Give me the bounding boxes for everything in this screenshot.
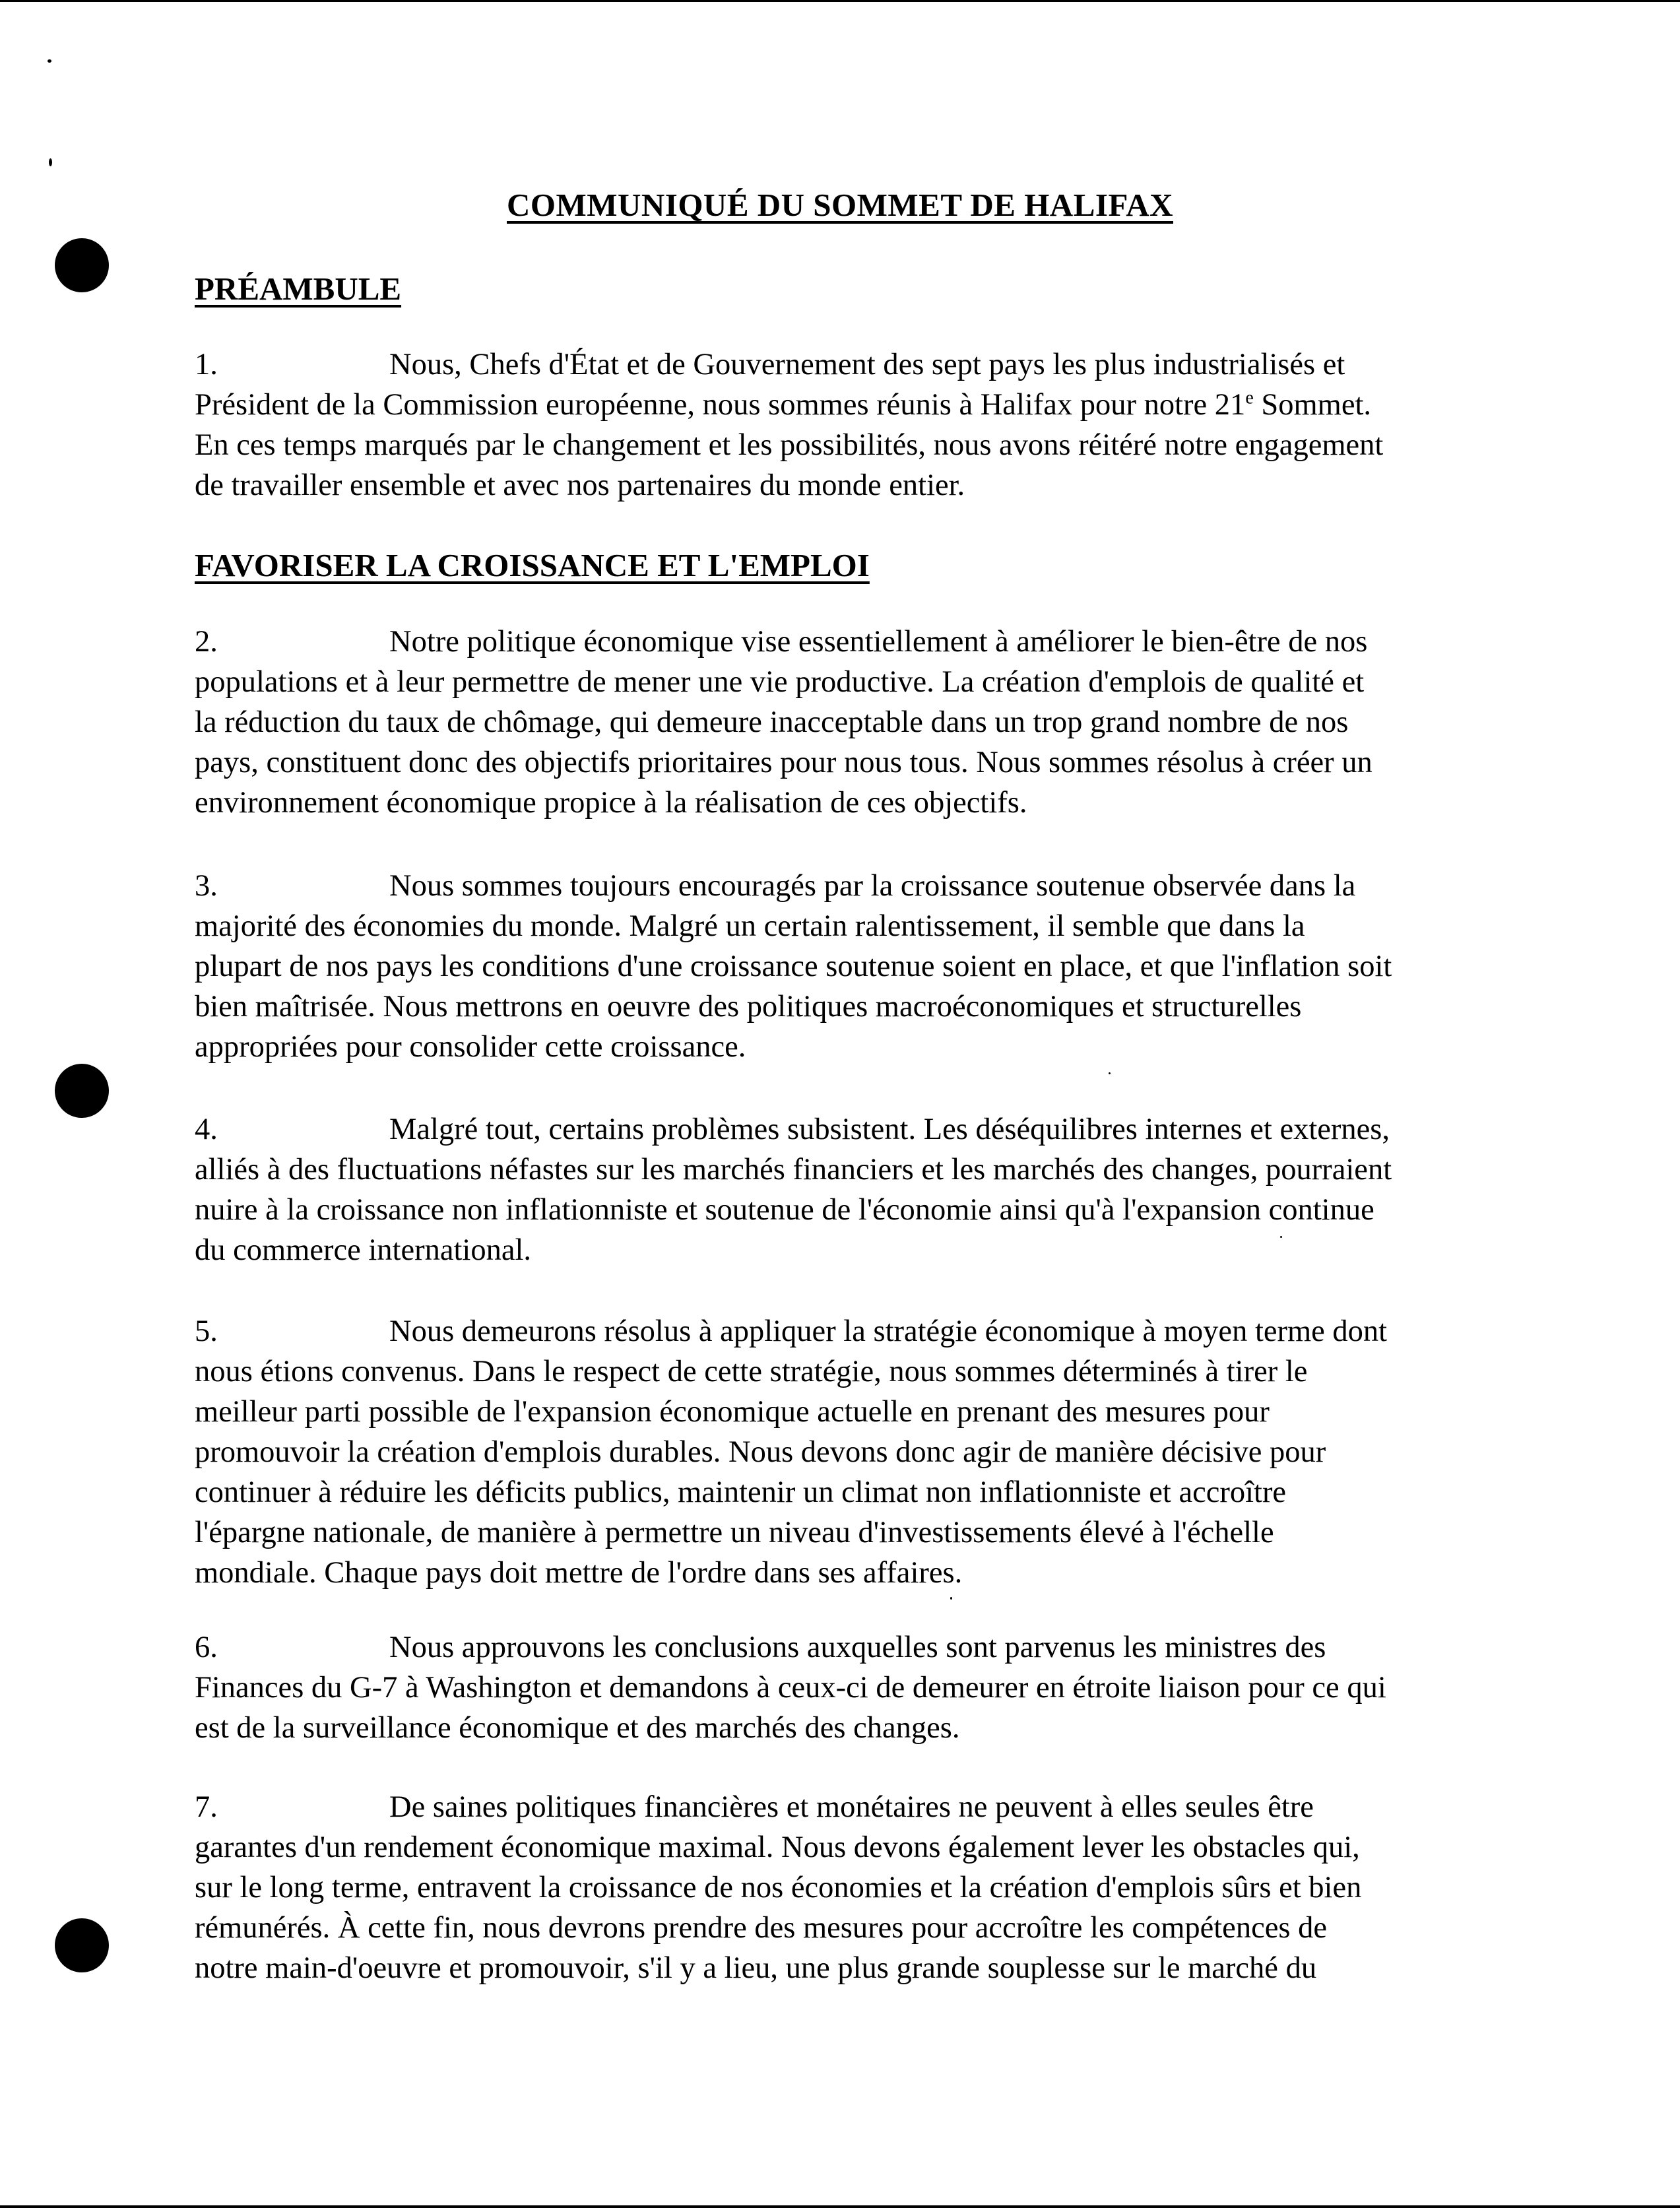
line-text: Notre politique économique vise essentiellement à améliorer le bien-être de nos bbox=[389, 625, 1368, 659]
section-heading-preambule: PRÉAMBULE bbox=[195, 271, 402, 307]
paragraph-line: promouvoir la création d'emplois durables. Nous devons donc agir de manière décisive pour bbox=[195, 1435, 1326, 1469]
section-heading-croissance: FAVORISER LA CROISSANCE ET L'EMPLOI bbox=[195, 547, 870, 583]
paragraph-line: continuer à réduire les déficits publics, maintenir un climat non inflationniste et accroître bbox=[195, 1476, 1287, 1509]
scan-edge-top bbox=[0, 0, 1680, 2]
line-text: Malgré tout, certains problèmes subsistent. Les déséquilibres internes et externes, bbox=[389, 1113, 1390, 1146]
paragraph-line bbox=[195, 622, 1501, 662]
paragraph-line: garantes d'un rendement économique maximal. Nous devons également lever les obstacles qui, bbox=[195, 1831, 1360, 1864]
paragraph-1 bbox=[195, 344, 1501, 505]
punch-hole bbox=[55, 238, 109, 292]
paragraph-line: environnement économique propice à la réalisation de ces objectifs. bbox=[195, 786, 1027, 820]
paragraph-line: Finances du G-7 à Washington et demandons à ceux-ci de demeurer en étroite liaison pour ce qui bbox=[195, 1671, 1386, 1705]
paragraph-line: sur le long terme, entravent la croissance de nos économies et la création d'emplois sûrs et bien bbox=[195, 1871, 1362, 1904]
paragraph-line: plupart de nos pays les conditions d'une croissance soutenue soient en place, et que l'inflation soit bbox=[195, 950, 1392, 983]
paragraph-number: 5. bbox=[195, 1315, 218, 1348]
paragraph-5 bbox=[195, 1311, 1501, 1593]
paragraph-line bbox=[195, 385, 1501, 425]
line-text: Nous sommes toujours encouragés par la croissance soutenue observée dans la bbox=[389, 869, 1356, 903]
paragraph-line: populations et à leur permettre de mener une vie productive. La création d'emplois de qualité et bbox=[195, 665, 1365, 699]
superscript: e bbox=[1245, 387, 1254, 408]
line-text: Nous, Chefs d'État et de Gouvernement des sept pays les plus industrialisés et bbox=[389, 348, 1345, 381]
line-text: De saines politiques financières et monétaires ne peuvent à elles seules être bbox=[389, 1790, 1314, 1824]
scan-speck bbox=[1109, 1072, 1111, 1074]
scan-speck bbox=[48, 59, 51, 63]
paragraph-line: est de la surveillance économique et des marchés des changes. bbox=[195, 1711, 960, 1745]
paragraph-line bbox=[195, 1109, 1501, 1150]
paragraph-line: notre main-d'oeuvre et promouvoir, s'il y a lieu, une plus grande souplesse sur le marché du bbox=[195, 1951, 1317, 1985]
paragraph-number: 3. bbox=[195, 869, 218, 903]
paragraph-number: 4. bbox=[195, 1113, 218, 1146]
paragraph-line: nous étions convenus. Dans le respect de cette stratégie, nous sommes déterminés à tirer le bbox=[195, 1355, 1308, 1388]
line-text: Sommet. bbox=[1253, 388, 1372, 422]
paragraph-2 bbox=[195, 622, 1501, 823]
paragraph-line: bien maîtrisée. Nous mettrons en oeuvre des politiques macroéconomiques et structurelles bbox=[195, 990, 1302, 1023]
paragraph-6 bbox=[195, 1627, 1501, 1748]
paragraph-number: 7. bbox=[195, 1790, 218, 1824]
paragraph-line bbox=[195, 1311, 1501, 1351]
scan-speck bbox=[49, 158, 52, 166]
paragraph-number: 2. bbox=[195, 625, 218, 659]
paragraph-line bbox=[195, 344, 1501, 385]
paragraph-line: rémunérés. À cette fin, nous devrons prendre des mesures pour accroître les compétences de bbox=[195, 1911, 1327, 1945]
paragraph-3 bbox=[195, 866, 1501, 1067]
paragraph-line: appropriées pour consolider cette croissance. bbox=[195, 1030, 746, 1064]
line-text: Président de la Commission européenne, nous sommes réunis à Halifax pour notre 21 bbox=[195, 388, 1246, 422]
paragraph-7 bbox=[195, 1787, 1501, 1988]
paragraph-line: meilleur parti possible de l'expansion économique actuelle en prenant des mesures pour bbox=[195, 1395, 1270, 1429]
paragraph-line: l'épargne nationale, de manière à permettre un niveau d'investissements élevé à l'échelle bbox=[195, 1516, 1274, 1549]
paragraph-line: de travailler ensemble et avec nos partenaires du monde entier. bbox=[195, 469, 965, 502]
document-title: COMMUNIQUÉ DU SOMMET DE HALIFAX bbox=[506, 187, 1174, 223]
paragraph-line: En ces temps marqués par le changement et les possibilités, nous avons réitéré notre engagement bbox=[195, 428, 1384, 462]
paragraph-number: 1. bbox=[195, 348, 218, 381]
paragraph-line: nuire à la croissance non inflationniste et soutenue de l'économie ainsi qu'à l'expansion continue bbox=[195, 1193, 1374, 1227]
punch-hole bbox=[55, 1064, 109, 1118]
paragraph-line bbox=[195, 1787, 1501, 1827]
paragraph-line: majorité des économies du monde. Malgré un certain ralentissement, il semble que dans la bbox=[195, 909, 1305, 943]
paragraph-4 bbox=[195, 1109, 1501, 1270]
paragraph-line: du commerce international. bbox=[195, 1233, 532, 1267]
line-text: Nous demeurons résolus à appliquer la stratégie économique à moyen terme dont bbox=[389, 1315, 1388, 1348]
paragraph-number: 6. bbox=[195, 1631, 218, 1664]
scan-speck bbox=[950, 1597, 952, 1600]
scan-edge-bottom bbox=[0, 2205, 1680, 2208]
paragraph-line: mondiale. Chaque pays doit mettre de l'ordre dans ses affaires. bbox=[195, 1556, 963, 1590]
paragraph-line: pays, constituent donc des objectifs prioritaires pour nous tous. Nous sommes résolus à créer un bbox=[195, 746, 1373, 779]
paragraph-line bbox=[195, 866, 1501, 906]
paragraph-line: alliés à des fluctuations néfastes sur les marchés financiers et les marchés des changes, pourraient bbox=[195, 1153, 1392, 1186]
line-text: Nous approuvons les conclusions auxquelles sont parvenus les ministres des bbox=[389, 1631, 1326, 1664]
punch-hole bbox=[55, 1918, 109, 1972]
paragraph-line: la réduction du taux de chômage, qui demeure inacceptable dans un trop grand nombre de nos bbox=[195, 705, 1349, 739]
paragraph-line bbox=[195, 1627, 1501, 1668]
